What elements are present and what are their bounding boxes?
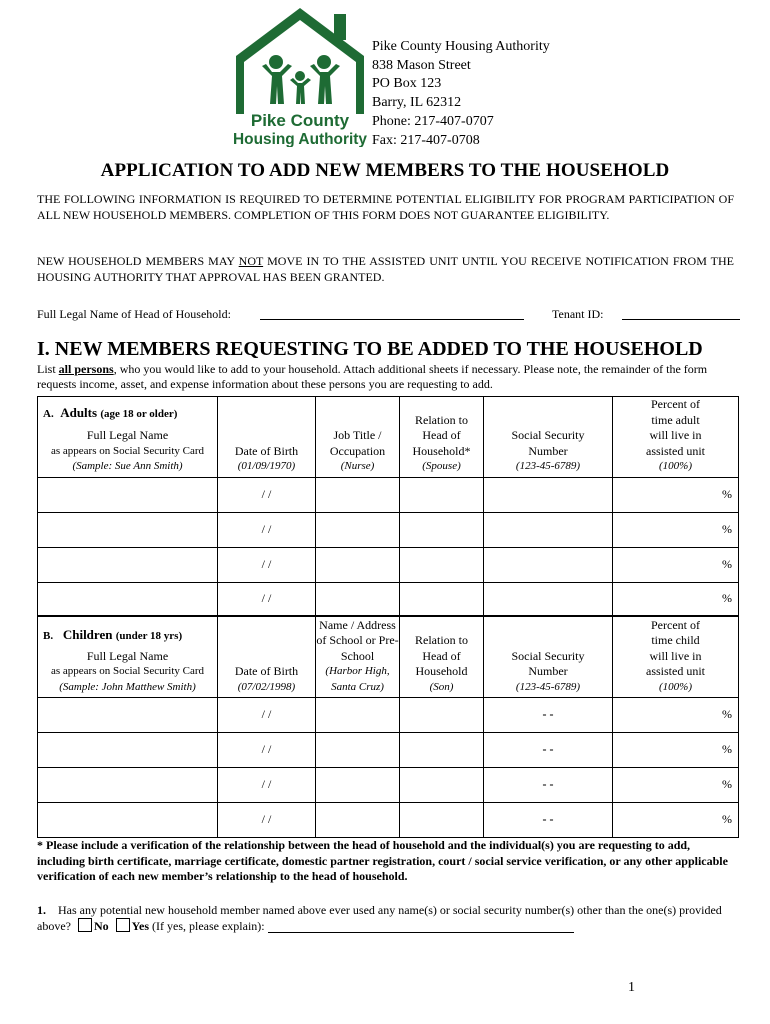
col-job-label: Job Title /: [333, 428, 382, 442]
notice-text: NEW HOUSEHOLD MEMBERS MAY: [37, 254, 239, 268]
relation-cell[interactable]: [400, 733, 484, 768]
section-prefix: B.: [43, 630, 54, 642]
school-cell[interactable]: [316, 803, 400, 838]
col-relation-label: Household*: [412, 443, 471, 458]
dob-cell[interactable]: / /: [218, 512, 316, 547]
relation-cell[interactable]: [400, 477, 484, 512]
ssn-cell[interactable]: [484, 582, 613, 616]
col-relation-label: Head of: [422, 428, 461, 442]
sample-name: (Sample: John Matthew Smith): [59, 680, 196, 693]
sample-name: (Sample: Sue Ann Smith): [72, 460, 183, 472]
ssn-cell[interactable]: [484, 512, 613, 547]
tenant-id-label: Tenant ID:: [552, 307, 604, 321]
col-percent-label: assisted unit: [646, 664, 705, 678]
intro-paragraph: THE FOLLOWING INFORMATION IS REQUIRED TO DETERMINE POTENTIAL ELIGIBILITY FOR PROGRAM PARTICIPATION OF ALL NEW HOUSEHOLD MEMBERS. COMPLETION OF THIS FORM DOES NOT GUARANTEE ELIGIBILITY.: [37, 192, 734, 222]
sample-school: Santa Cruz): [331, 680, 384, 693]
col-percent-label: Percent of: [651, 617, 700, 632]
adults-percent-header: [613, 397, 739, 478]
percent-cell[interactable]: %: [613, 547, 739, 582]
children-dob-header: [218, 616, 316, 698]
children-header-row: [38, 616, 739, 698]
percent-cell[interactable]: %: [613, 733, 739, 768]
col-percent-label: time child: [651, 633, 700, 647]
children-label: [38, 627, 217, 645]
percent-cell[interactable]: %: [613, 698, 739, 733]
col-name-label: Full Legal Name: [86, 648, 169, 663]
yes-note: (If yes, please explain):: [152, 919, 265, 933]
relation-cell[interactable]: [400, 512, 484, 547]
col-name-sublabel: as appears on Social Security Card: [50, 665, 205, 677]
dob-cell[interactable]: / /: [218, 547, 316, 582]
intro-text: , who you would like to add to your household. Attach additional sheets if necessary. Please note, the remainder of the form requests income, asset, and expense information about these persons you are requesting to add.: [37, 362, 708, 391]
col-percent-label: will live in: [649, 428, 702, 442]
svg-text:Housing Authority: Housing Authority: [233, 131, 368, 147]
name-cell[interactable]: [38, 547, 218, 582]
table-row: [38, 698, 739, 733]
sample-relation: (Spouse): [422, 460, 461, 472]
question-text: Has any potential new household member named above ever used any name(s) or social security number(s) other than the one(s) provided above?: [37, 903, 722, 933]
col-percent-label: Percent of: [651, 397, 700, 411]
relation-cell[interactable]: [400, 547, 484, 582]
adults-relation-header: [400, 397, 484, 478]
col-name-label: Full Legal Name: [86, 428, 169, 442]
address-line: 838 Mason Street: [372, 57, 471, 73]
house-family-logo-icon: [230, 4, 370, 147]
table-row: [38, 512, 739, 547]
housing-authority-logo: [230, 4, 370, 147]
head-of-household-row: [37, 307, 742, 323]
address-line: Phone: 217-407-0707: [372, 113, 494, 129]
yes-checkbox[interactable]: [116, 918, 130, 932]
children-label-note: (under 18 yrs): [115, 630, 183, 642]
percent-cell[interactable]: %: [613, 768, 739, 803]
adults-header-row: [38, 397, 739, 478]
name-cell[interactable]: [38, 803, 218, 838]
col-ssn-label: Number: [528, 664, 568, 678]
col-dob-label: Date of Birth: [234, 443, 299, 458]
percent-cell[interactable]: %: [613, 803, 739, 838]
children-school-header: [316, 616, 400, 698]
ssn-cell[interactable]: - -: [484, 698, 613, 733]
svg-text:Pike County: Pike County: [250, 111, 350, 130]
school-cell[interactable]: [316, 698, 400, 733]
section-intro: [37, 362, 737, 392]
tenant-id-field[interactable]: [622, 319, 740, 320]
col-relation-label: Head of: [422, 648, 461, 663]
name-cell[interactable]: [38, 582, 218, 616]
move-in-notice: [37, 254, 734, 285]
sample-school: (Harbor High,: [325, 665, 390, 677]
ssn-cell[interactable]: - -: [484, 803, 613, 838]
name-cell[interactable]: [38, 733, 218, 768]
col-percent-label: will live in: [649, 648, 702, 663]
verification-note: * Please include a verification of the relationship between the head of household and the individual(s) you are requesting to add, including birth certificate, marriage certificate, domestic partner registration, court / social service verification, or any other applicable verification of each new member’s relationship to the head of household.: [37, 838, 728, 883]
col-relation-label: Household: [415, 664, 468, 678]
notice-text: MOVE IN TO THE ASSISTED UNIT UNTIL YOU RECEIVE NOTIFICATION FROM THE HOUSING AUTHORITY THAT APPROVAL HAS BEEN GRANTED.: [37, 254, 734, 284]
children-ssn-header: [484, 616, 613, 698]
adults-job-header: [316, 397, 400, 478]
sample-ssn: (123-45-6789): [515, 680, 581, 693]
sample-percent: (100%): [659, 460, 692, 472]
address-line: Fax: 217-407-0708: [372, 132, 480, 148]
address-line: PO Box 123: [372, 76, 442, 92]
notice-emphasis: NOT: [238, 254, 264, 268]
address-line: Barry, IL 62312: [372, 95, 462, 111]
school-cell[interactable]: [316, 768, 400, 803]
explain-field[interactable]: [268, 932, 574, 933]
yes-label: Yes: [131, 919, 149, 933]
ssn-cell[interactable]: - -: [484, 768, 613, 803]
intro-emphasis: all persons: [58, 362, 114, 376]
question-1: [37, 902, 742, 934]
col-ssn-label: Social Security: [511, 428, 585, 442]
children-table: [37, 615, 739, 838]
school-cell[interactable]: [316, 733, 400, 768]
ssn-cell[interactable]: [484, 547, 613, 582]
table-row: [38, 768, 739, 803]
name-cell[interactable]: [38, 768, 218, 803]
no-label: No: [93, 919, 109, 933]
col-ssn-label: Number: [528, 443, 568, 458]
no-checkbox[interactable]: [78, 918, 92, 932]
job-cell[interactable]: [316, 512, 400, 547]
col-school-label: Name / Address: [319, 617, 396, 632]
address-line: Pike County Housing Authority: [372, 39, 550, 54]
relation-cell[interactable]: [400, 803, 484, 838]
job-cell[interactable]: [316, 547, 400, 582]
dob-cell[interactable]: / /: [218, 768, 316, 803]
percent-cell[interactable]: %: [613, 512, 739, 547]
intro-text: List: [37, 362, 59, 376]
dob-cell[interactable]: / /: [218, 582, 316, 616]
dob-cell[interactable]: / /: [218, 477, 316, 512]
table-row: [38, 803, 739, 838]
dob-cell[interactable]: / /: [218, 733, 316, 768]
col-school-label: School: [340, 648, 375, 663]
col-school-label: of School or Pre-: [316, 633, 399, 647]
children-relation-header: [400, 616, 484, 698]
table-row: [38, 582, 739, 616]
head-name-field[interactable]: [260, 319, 524, 320]
agency-address-block: [372, 38, 550, 150]
table-row: [38, 477, 739, 512]
sample-dob: (01/09/1970): [237, 460, 296, 472]
job-cell[interactable]: [316, 477, 400, 512]
relation-cell[interactable]: [400, 582, 484, 616]
section-prefix: A.: [43, 407, 54, 420]
ssn-cell[interactable]: [484, 477, 613, 512]
col-relation-label: Relation to: [415, 412, 468, 427]
ssn-cell[interactable]: - -: [484, 733, 613, 768]
adults-table: [37, 396, 739, 617]
children-percent-header: [613, 616, 739, 698]
sample-relation: (Son): [429, 680, 454, 693]
adults-dob-header: [218, 397, 316, 478]
relation-cell[interactable]: [400, 768, 484, 803]
col-name-sublabel: as appears on Social Security Card: [50, 444, 205, 457]
adults-label-text: Adults: [60, 404, 98, 420]
col-job-label: Occupation: [329, 443, 386, 458]
table-row: [38, 733, 739, 768]
sample-ssn: (123-45-6789): [515, 460, 581, 472]
adults-ssn-header: [484, 397, 613, 478]
page-number: 1: [628, 980, 635, 995]
col-percent-label: assisted unit: [646, 443, 705, 458]
adults-label-note: (age 18 or older): [100, 407, 178, 420]
percent-cell[interactable]: %: [613, 477, 739, 512]
children-label-text: Children: [62, 627, 113, 642]
page-title: APPLICATION TO ADD NEW MEMBERS TO THE HOUSEHOLD: [100, 160, 670, 181]
adults-label: [38, 405, 217, 423]
relation-cell[interactable]: [400, 698, 484, 733]
name-cell[interactable]: [38, 512, 218, 547]
table-row: [38, 547, 739, 582]
sample-percent: (100%): [659, 680, 692, 693]
head-name-label: Full Legal Name of Head of Household:: [37, 307, 231, 321]
sample-dob: (07/02/1998): [237, 680, 296, 693]
children-name-header: [38, 616, 218, 698]
name-cell[interactable]: [38, 477, 218, 512]
job-cell[interactable]: [316, 582, 400, 616]
col-ssn-label: Social Security: [511, 648, 585, 663]
dob-cell[interactable]: / /: [218, 698, 316, 733]
sample-job: (Nurse): [340, 460, 375, 472]
section-title: I. NEW MEMBERS REQUESTING TO BE ADDED TO THE HOUSEHOLD: [37, 338, 703, 360]
percent-cell[interactable]: %: [613, 582, 739, 616]
adults-name-header: [38, 397, 218, 478]
dob-cell[interactable]: / /: [218, 803, 316, 838]
col-percent-label: time adult: [651, 412, 700, 427]
col-relation-label: Relation to: [415, 633, 468, 647]
col-dob-label: Date of Birth: [234, 664, 299, 678]
question-number: 1.: [37, 903, 46, 917]
name-cell[interactable]: [38, 698, 218, 733]
